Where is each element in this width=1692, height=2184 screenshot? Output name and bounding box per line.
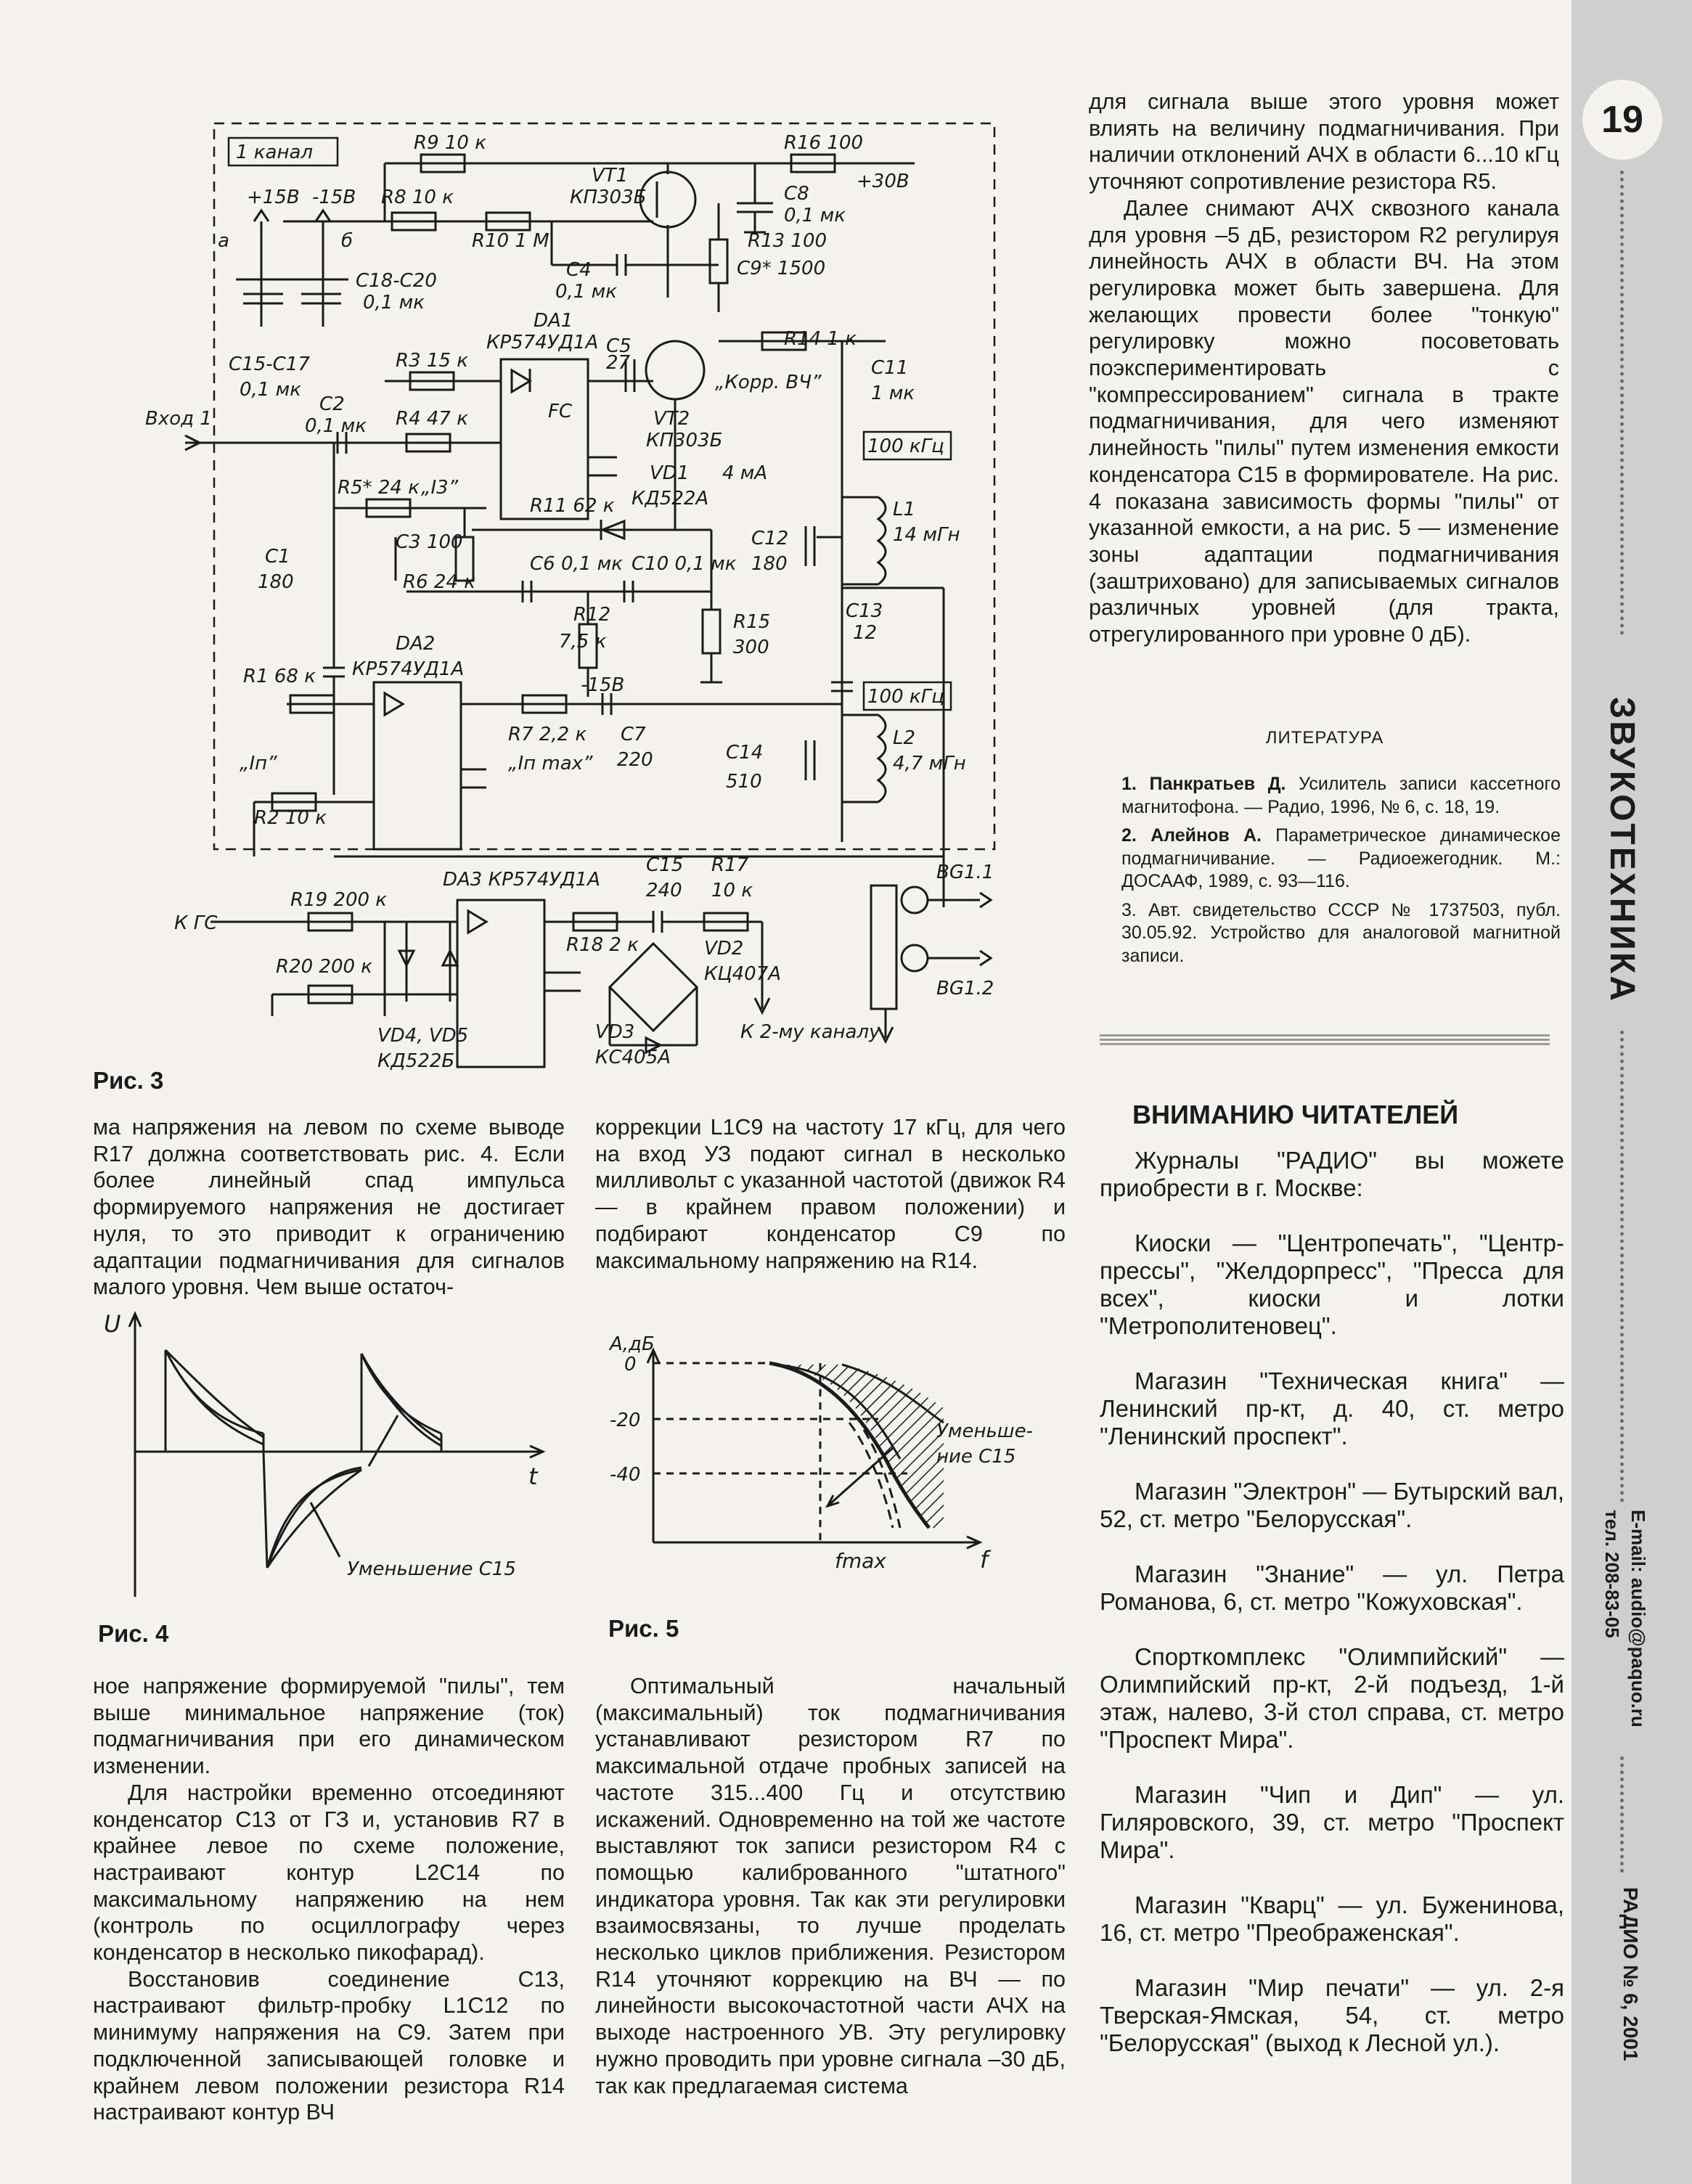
label-c18c20v: 0,1 мк (363, 292, 425, 314)
section-divider (1100, 1034, 1550, 1047)
label-a: а (218, 230, 229, 252)
label-c2: C2 (319, 393, 345, 415)
label-korr: „Корр. ВЧ” (715, 372, 822, 393)
label-da2t: КР574УД1А (352, 658, 465, 680)
sidebar-magazine: РАДИО № 6, 2001 (1619, 1887, 1642, 2061)
fig5-y-label: А,дБ (610, 1333, 655, 1355)
label-r3: R3 15 к (396, 350, 468, 372)
label-r17v: 10 к (711, 880, 753, 901)
label-k2: К 2-му каналу (740, 1021, 880, 1043)
label-c7v: 220 (617, 749, 653, 771)
page-number: 19 (1582, 80, 1662, 160)
label-c4v: 0,1 мк (555, 281, 617, 303)
label-c12: C12 (751, 528, 789, 549)
label-c15c17: C15-C17 (229, 353, 310, 375)
label-r19: R19 200 к (290, 889, 388, 911)
label-da1: DA1 (534, 310, 573, 332)
figure4-caption: Рис. 4 (98, 1620, 169, 1647)
paragraph: для сигнала выше этого уровня может влиять на величину подмагничивания. При наличии отклонений АЧХ в области 6...10 кГц уточняют сопротивление резистора R5. (1089, 89, 1559, 195)
label-m15: -15В (312, 187, 356, 208)
label-c8: C8 (784, 183, 809, 205)
label-l2v: 4,7 мГн (893, 753, 966, 774)
label-c4: C4 (566, 259, 592, 281)
label-l1: L1 (893, 499, 916, 520)
label-da1t: КР574УД1А (486, 332, 599, 353)
fig5-x-label: f (980, 1546, 989, 1574)
label-r6: R6 24 к (403, 571, 475, 593)
label-c11: C11 (871, 357, 909, 379)
label-ipmax: „Iп max” (508, 753, 593, 774)
label-c3: C3 100 (396, 531, 463, 553)
label-r2: R2 10 к (254, 807, 327, 829)
label-c10: C10 0,1 мк (632, 553, 737, 575)
label-4ma: 4 мА (722, 462, 768, 484)
label-r9: R9 10 к (414, 132, 486, 154)
label-c18c20: C18-C20 (356, 270, 437, 292)
label-c8v: 0,1 мк (784, 205, 846, 226)
literature-title: ЛИТЕРАТУРА (1265, 728, 1384, 748)
label-r4: R4 47 к (396, 408, 468, 430)
attention-paragraph: Спорткомплекс "Олимпийский" — Олимпийский пр-кт, 2-й подъезд, 1-й этаж, налево, 3-й стол справа, ст. метро "Проспект Мира". (1100, 1643, 1564, 1753)
label-c13: C13 (846, 600, 883, 622)
paragraph: Восстановив соединение C13, настраивают фильтр-пробку L1C12 по минимуму напряжения на C9. Затем при подключенной записывающей головке и крайнем левом положении резистора R14 настраивают контур ВЧ (93, 1966, 565, 2125)
attention-paragraph: Магазин "Знание" — ул. Петра Романова, 6, ст. метро "Кожуховская". (1100, 1561, 1564, 1615)
label-vt2t: КП303Б (646, 430, 723, 451)
label-c14: C14 (726, 742, 764, 764)
label-r20: R20 200 к (276, 956, 373, 978)
label-vt2: VT2 (653, 408, 690, 430)
schematic-diagram (145, 102, 1089, 1072)
label-p15: +15В (247, 187, 300, 208)
label-kgs: К ГС (174, 912, 218, 934)
col2-mid-text: коррекции L1C9 на частоту 17 кГц, для чего на вход УЗ подают сигнал в несколько милливольт с указанной частотой (движок R4 — в крайнем правом положении) и подбирают конденсатор C9 по максимальному напряжению на R14. (595, 1115, 1066, 1273)
attention-paragraph: Магазин "Электрон" — Бутырский вал, 52, ст. метро "Белорусская". (1100, 1478, 1564, 1532)
fig5-tick: -20 (610, 1410, 641, 1431)
figure5-caption: Рис. 5 (608, 1615, 679, 1642)
label-vd2: VD2 (704, 938, 744, 960)
label-vt1: VT1 (592, 165, 629, 187)
label-f100b: 100 кГц (867, 686, 944, 708)
reference-item: 1. Панкратьев Д. Усилитель записи кассетного магнитофона. — Радио, 1996, № 6, с. 18, 19. (1121, 774, 1561, 817)
label-m15b: -15В (581, 674, 625, 696)
label-channel: 1 канал (236, 142, 313, 163)
label-r12: R12 (573, 604, 611, 626)
fig5-annotation: ние C15 (936, 1446, 1016, 1468)
paragraph: ное напряжение формируемой "пилы", тем выше минимальное напряжение (ток) подмагничивания при его динамическом изменении. (93, 1674, 565, 1779)
label-c2v: 0,1 мк (305, 415, 367, 437)
dotted-divider (1620, 171, 1624, 635)
figure4-graph (93, 1306, 557, 1604)
sidebar-email: E-mail: audio@paquo.ru (1627, 1510, 1649, 1727)
attention-paragraph: Киоски — "Центропечать", "Центр-прессы", "Желдорпресс", "Пресса для всех", киоски и лотки "Метрополитеновец". (1100, 1230, 1564, 1339)
label-r14: R14 1 к (784, 328, 857, 350)
col1-mid-text: ма напряжения на левом по схеме выводе R17 должна соответствовать рис. 4. Если более линейный спад импульса формируемого напряжения не достигает нуля, то это приводит к ограничению адаптации подмагничивания для сигналов малого уровня. Чем выше остаточ- (93, 1115, 565, 1300)
label-c1: C1 (265, 546, 290, 568)
label-i3: „I3” (421, 477, 459, 499)
dotted-divider (1620, 1756, 1624, 1873)
label-c1v: 180 (258, 571, 294, 593)
label-c6: C6 0,1 мк (530, 553, 623, 575)
label-bg12: BG1.2 (936, 978, 994, 999)
label-c5v: 27 (606, 352, 631, 374)
col2-bottom-text (595, 1673, 1066, 2099)
label-input: Вход 1 (145, 408, 212, 430)
label-c15: C15 (646, 854, 684, 876)
col3-top-text (1089, 89, 1559, 648)
label-r15: R15 (733, 611, 771, 633)
dotted-divider (1620, 1031, 1624, 1502)
label-c15c17v: 0,1 мк (240, 379, 301, 401)
paragraph: Оптимальный начальный (максимальный) ток подмагничивания устанавливают резистором R7 по максимальной отдаче пробных записей на частоте 315...400 Гц и отсутствию искажений. Одновременно на той же частоте выставляют ток записи резистором R4 с помощью калиброванного "штатного" индикатора уровня. Так как эти регулировки взаимосвязаны, то лучше проделать несколько циклов приближения. Резистором R14 уточняют коррекцию на ВЧ — по линейности высокочастотной части АЧХ на выходе настроенного УВ. Эту регулировку нужно проводить при уровне сигнала –30 дБ, так как предлагаемая система (595, 1674, 1066, 2098)
label-bg11: BG1.1 (936, 862, 994, 883)
attention-title: ВНИМАНИЮ ЧИТАТЕЛЕЙ (1132, 1100, 1459, 1129)
figure5-graph (602, 1328, 1033, 1582)
label-r15v: 300 (733, 637, 769, 658)
label-vd1: VD1 (650, 462, 690, 484)
attention-paragraph: Магазин "Чип и Дип" — ул. Гиляровского, 39, ст. метро "Проспект Мира". (1100, 1781, 1564, 1863)
label-c5: C5 (606, 335, 632, 357)
label-c9: C9* 1500 (737, 258, 826, 279)
sidebar-phone: тел. 208-83-05 (1601, 1510, 1623, 1638)
label-vd3: VD3 (595, 1021, 635, 1043)
label-r10: R10 1 М (472, 230, 549, 252)
paragraph: Для настройки временно отсоединяют конденсатор C13 от ГЗ и, установив R7 в крайнее левое по схеме положение, настраивают контур L2C14 по максимальному напряжению на нем (контроль по осциллографу через конденсатор в несколько пикофарад). (93, 1780, 565, 1966)
label-c11v: 1 мк (871, 383, 915, 404)
reference-item: 3. Авт. свидетельство СССР № 1737503, публ. 30.05.92. Устройство для аналоговой магнитной записи. (1121, 899, 1561, 966)
paragraph: Далее снимают АЧХ сквозного канала для уровня –5 дБ, резистором R2 регулируя линейность АЧХ в области ВЧ. На этом регулировка может быть завершена. Для желающих провести более "тонкую" регулировку можно посоветовать поэкспериментировать с "компрессированием" сигнала в тракте подмагничивания, для чего изменяют линейность "пилы" путем изменения емкости конденсатора C15 в формирователе. На рис. 4 показана зависимость формы "пилы" от указанной емкости, а на рис. 5 — изменение зоны адаптации подмагничивания (заштриховано) для записываемых сигналов различных уровней (для тракта, отрегулированного при уровне 0 дБ). (1089, 195, 1559, 647)
fig4-annotation: Уменьшение C15 (347, 1558, 516, 1580)
label-c13v: 12 (853, 622, 878, 644)
label-vd3t: КС405А (595, 1047, 671, 1068)
label-c12v: 180 (751, 553, 788, 575)
label-da3: DA3 КР574УД1А (443, 869, 600, 891)
label-f100a: 100 кГц (867, 435, 944, 457)
attention-paragraph: Магазин "Техническая книга" — Ленинский пр-кт, д. 40, ст. метро "Ленинский проспект". (1100, 1367, 1564, 1449)
label-vd45t: КД522Б (377, 1050, 455, 1072)
fig5-tick: -40 (610, 1464, 641, 1486)
label-c15v: 240 (646, 880, 682, 901)
label-vt1t: КП303Б (570, 187, 647, 208)
label-r16: R16 100 (784, 132, 864, 154)
fig5-annotation: Уменьше- (936, 1420, 1033, 1442)
fig5-tick: 0 (624, 1354, 637, 1375)
label-r7: R7 2,2 к (508, 724, 587, 745)
label-r18: R18 2 к (566, 934, 639, 956)
literature-list (1121, 773, 1561, 973)
label-p30: +30В (857, 171, 910, 192)
label-c7: C7 (621, 724, 646, 745)
section-title: ЗВУКОТЕХНИКА (1603, 697, 1641, 1003)
fig5-fmax: fmax (835, 1549, 886, 1573)
attention-paragraph: Магазин "Мир печати" — ул. 2-я Тверская-Ямская, 54, ст. метро "Белорусская" (выход к Лесной ул.). (1100, 1974, 1564, 2056)
fig4-x-label: t (528, 1463, 538, 1490)
sidebar (1572, 0, 1692, 2184)
label-c14v: 510 (726, 771, 762, 793)
attention-paragraph: Журналы "РАДИО" вы можете приобрести в г. Москве: (1100, 1147, 1564, 1201)
label-r11: R11 62 к (530, 495, 615, 517)
label-l1v: 14 мГн (893, 524, 960, 546)
label-r1: R1 68 к (243, 666, 316, 687)
label-l2: L2 (893, 727, 916, 749)
label-vd2t: КЦ407А (704, 963, 782, 985)
attention-paragraph: Магазин "Кварц" — ул. Буженинова, 16, ст. метро "Преображенская". (1100, 1891, 1564, 1946)
fig4-y-label: U (104, 1310, 121, 1338)
col1-bottom-text (93, 1673, 565, 2126)
label-da2: DA2 (396, 633, 436, 655)
label-b: б (341, 230, 353, 252)
label-vd1t: КД522А (632, 488, 709, 510)
reference-item: 2. Алейнов А. Параметрическое динамическое подмагничивание. — Радиоежегодник. М.: ДОСААФ, 1989, с. 93—116. (1121, 825, 1561, 891)
label-r17: R17 (711, 854, 749, 876)
label-vd45: VD4, VD5 (377, 1025, 469, 1047)
label-ip: „Iп” (240, 753, 277, 774)
label-r5: R5* 24 к (338, 477, 420, 499)
attention-list (1100, 1147, 1564, 2085)
label-fc: FC (548, 401, 573, 422)
label-r12v: 7,5 к (559, 631, 607, 653)
figure3-caption: Рис. 3 (93, 1067, 164, 1094)
label-r8: R8 10 к (381, 187, 454, 208)
label-r13: R13 100 (748, 230, 827, 252)
